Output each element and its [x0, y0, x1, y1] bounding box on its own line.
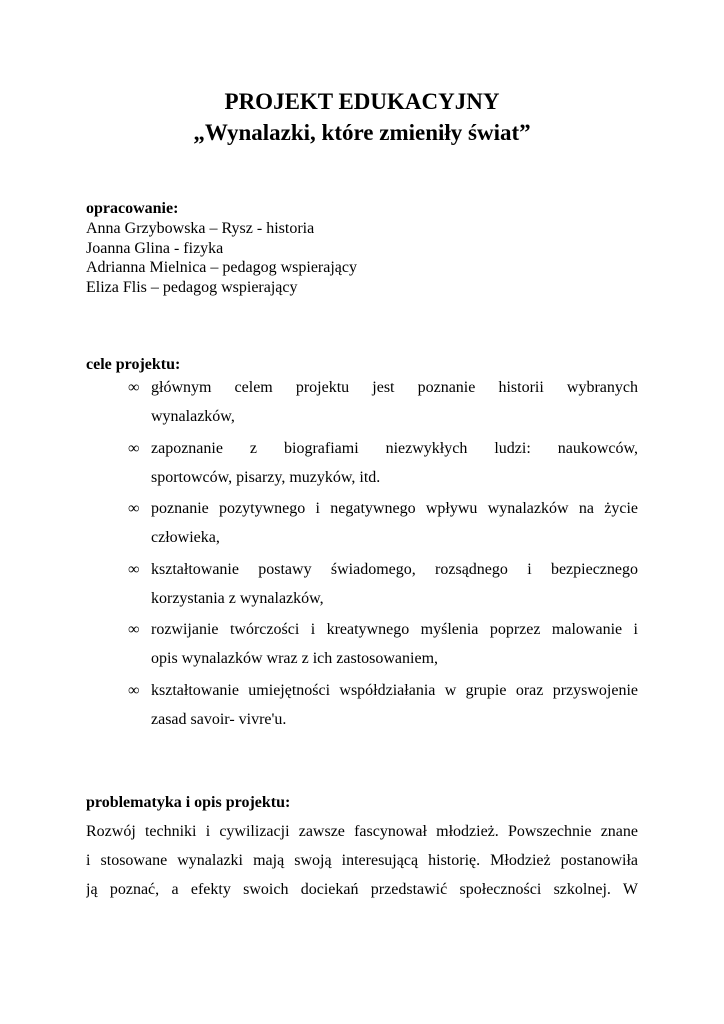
goal-line: zasad savoir- vivre'u. — [151, 710, 287, 728]
infinity-bullet-icon: ∞ — [128, 500, 140, 517]
goal-text — [151, 676, 638, 734]
author-item: Adrianna Mielnica – pedagog wspierający — [86, 259, 358, 276]
goal-line: rozwijanie twórczości i kreatywnego myślenia poprzez malowanie i — [151, 621, 638, 638]
description-line: i stosowane wynalazki mają swoją interesującą historię. Młodzież postanowiła — [86, 852, 638, 869]
goal-text — [151, 494, 638, 552]
goal-line: korzystania z wynalazków, — [151, 589, 324, 607]
infinity-bullet-icon: ∞ — [128, 379, 140, 396]
description-body — [86, 817, 638, 904]
goal-text — [151, 615, 638, 673]
goal-line: opis wynalazków wraz z ich zastosowaniem, — [151, 650, 439, 667]
authors-heading: opracowanie: — [86, 200, 179, 217]
description-heading: problematyka i opis projektu: — [86, 794, 291, 811]
document-title — [0, 86, 724, 148]
goals-heading: cele projektu: — [86, 356, 181, 373]
goal-item — [128, 676, 638, 737]
goal-item — [128, 555, 638, 616]
goal-item — [128, 615, 638, 676]
goal-line: sportowców, pisarzy, muzyków, itd. — [151, 468, 381, 486]
goal-line: wynalazków, — [151, 408, 235, 425]
author-item: Eliza Flis – pedagog wspierający — [86, 278, 298, 296]
title-line-1: PROJEKT EDUKACYJNY — [224, 89, 500, 114]
goal-line: kształtowanie umiejętności współdziałania w grupie oraz przyswojenie — [151, 681, 638, 699]
title-line-2: „Wynalazki, które zmieniły świat” — [193, 120, 531, 145]
goal-line: kształtowanie postawy świadomego, rozsądnego i bezpiecznego — [151, 560, 638, 578]
infinity-bullet-icon: ∞ — [128, 621, 140, 638]
goal-item — [128, 494, 638, 555]
author-item: Joanna Glina - fizyka — [86, 239, 224, 257]
author-item: Anna Grzybowska – Rysz - historia — [86, 220, 315, 237]
description-line: Rozwój techniki i cywilizacji zawsze fascynował młodzież. Powszechnie znane — [86, 823, 638, 840]
goal-line: człowieka, — [151, 529, 220, 546]
infinity-bullet-icon: ∞ — [128, 681, 140, 699]
goal-line: głównym celem projektu jest poznanie historii wybranych — [151, 379, 638, 396]
authors-list — [86, 219, 357, 297]
goal-line: zapoznanie z biografiami niezwykłych ludzi: naukowców, — [151, 439, 638, 457]
goal-line: poznanie pozytywnego i negatywnego wpływu wynalazków na życie — [151, 500, 638, 517]
goal-item — [128, 434, 638, 495]
goal-item — [128, 373, 638, 434]
goals-list — [128, 373, 638, 736]
goal-text — [151, 434, 638, 492]
infinity-bullet-icon: ∞ — [128, 439, 140, 457]
goal-text — [151, 373, 638, 431]
goal-text — [151, 555, 638, 613]
description-line: ją poznać, a efekty swoich dociekań przedstawić społeczności szkolnej. W — [86, 881, 638, 898]
infinity-bullet-icon: ∞ — [128, 560, 140, 578]
